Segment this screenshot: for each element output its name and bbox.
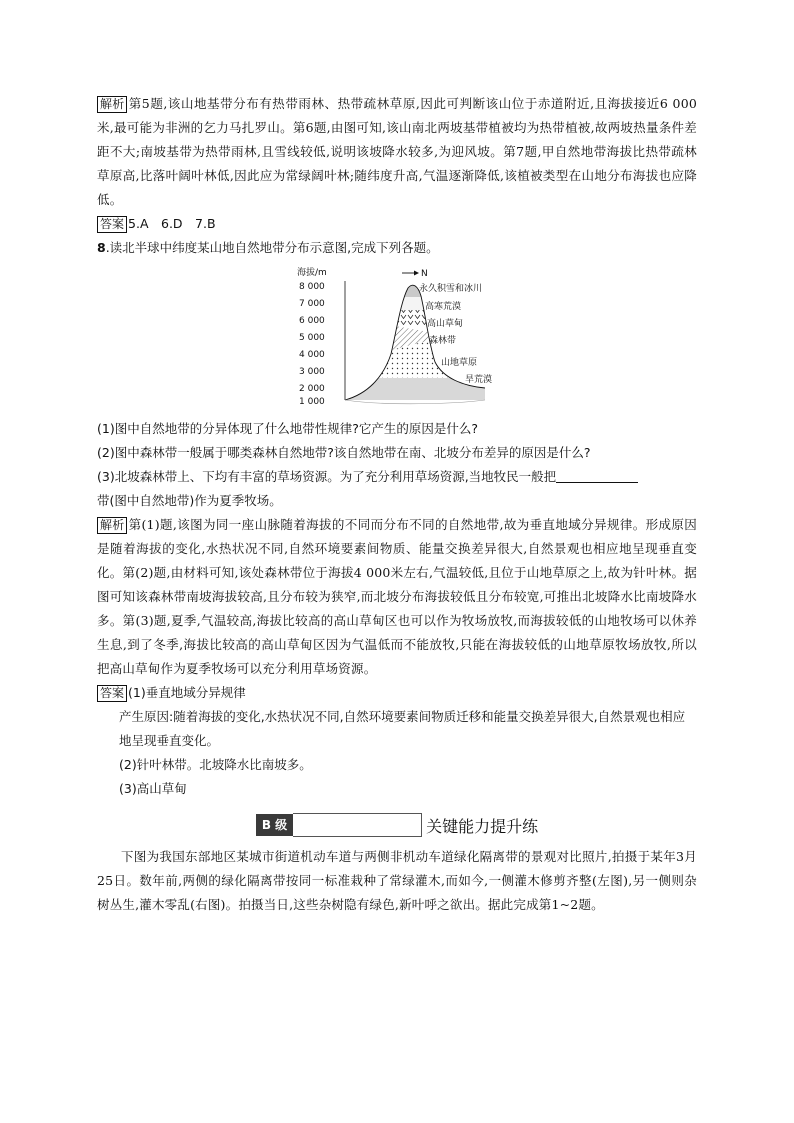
label-alpine-meadow: 高山草甸 — [427, 319, 464, 329]
zone-meadow — [335, 310, 495, 326]
answer-blank[interactable] — [556, 468, 638, 483]
tick-4000: 4 000 — [299, 350, 325, 360]
tick-7000: 7 000 — [299, 299, 325, 309]
question-8-stem — [97, 236, 697, 260]
label-snow-ice: 永久积雪和冰川 — [419, 284, 483, 294]
answer-8-line-2: 产生原因:随着海拔的变化,水热状况不同,自然环境要素间物质迁移和能量交换差异很大,自然景观也相应地呈现垂直变化。 — [119, 709, 686, 748]
label-forest: 森林带 — [429, 336, 457, 346]
intro-paragraph: 下图为我国东部地区某城市街道机动车道与两侧非机动车道绿化隔离带的景观对比照片,拍摄于某年3月25日。数年前,两侧的绿化隔离带按同一标准栽种了常绿灌木,而如今,一侧灌木修剪齐整(左图),另一侧则杂树丛生,灌木零乱(右图)。拍摄当日,这些杂树隐有绿色,新叶呼之欲出。据此完成第1~2题。 — [97, 849, 697, 912]
tick-3000: 3 000 — [299, 367, 325, 377]
answer-5-7 — [97, 212, 697, 236]
tick-2000: 2 000 — [299, 384, 325, 394]
question-8-sub2: (2)图中森林带一般属于哪类森林自然地带?该自然地带在南、北坡分布差异的原因是什么? — [97, 445, 591, 460]
answer-line-1: (1)垂直地域分异规律 — [128, 685, 246, 700]
mountain-shape — [335, 276, 495, 408]
analysis-text: 第(1)题,该图为同一座山脉随着海拔的不同而分布不同的自然地带,故为垂直地域分异规律。形成原因是随着海拔的变化,水热状况不同,自然环境要素间物质、能量交换差异很大,自然景观也相应地呈现垂直变化。第(2)题,由材料可知,该处森林带位于海拔4 000米左右,气温较低,且位于山地草原之上,故为针叶林。据图可知该森林带南坡海拔较高,且分布较为狭窄,而北坡分布海拔较低且分布较宽,可推出北坡降水比南坡降水多。第(3)题,夏季,气温较高,海拔比较高的高山草甸区也可以作为牧场放牧,而海拔较低的山地牧场可以休养生息,到了冬季,海拔比较高的高山草甸区因为气温低而不能放牧,只能在海拔较低的山地草原牧场放牧,所以把高山草甸作为夏季牧场可以充分利用草场资源。 — [97, 517, 697, 676]
level-title: 关键能力提升练 — [426, 816, 539, 836]
label-cold-desert: 高寒荒漠 — [425, 302, 462, 312]
y-axis-title: 海拔/m — [297, 268, 327, 278]
analysis-tag: 解析 — [97, 96, 127, 113]
question-8-sub1: (1)图中自然地带的分异体现了什么地带性规律?它产生的原因是什么? — [97, 421, 478, 436]
answer-text: 5.A 6.D 7.B — [128, 216, 216, 231]
north-label: N — [421, 269, 428, 279]
level-badge: B 级 — [256, 814, 293, 836]
answer-8-line-4: (3)高山草甸 — [119, 781, 187, 796]
zone-cold-desert — [335, 297, 495, 310]
tick-6000: 6 000 — [299, 316, 325, 326]
tick-5000: 5 000 — [299, 333, 325, 343]
label-mountain-steppe: 山地草原 — [441, 358, 478, 368]
answer-tag: 答案 — [97, 216, 127, 233]
tick-8000: 8 000 — [299, 282, 325, 292]
question-8-sub3 — [97, 465, 697, 513]
sub3-part-b: 带(图中自然地带)作为夏季牧场。 — [97, 493, 282, 508]
analysis-text: 第5题,该山地基带分布有热带雨林、热带疏林草原,因此可判断该山位于赤道附近,且海拔接近6 000米,最可能为非洲的乞力马扎罗山。第6题,由图可知,该山南北两坡基带植被均为热带植被,故两坡热量条件差距不大;南坡基带为热带雨林,且雪线较低,说明该坡降水较多,为迎风坡。第7题,甲自然地带海拔比热带疏林草原高,比落叶阔叶林低,因此应为常绿阔叶林;随纬度升高,气温逐渐降低,该植被类型在山地分布海拔也应降低。 — [97, 96, 697, 207]
mountain-zonation-figure — [295, 266, 515, 411]
question-number: 8 — [97, 240, 106, 255]
analysis-tag: 解析 — [97, 517, 127, 534]
mountain-base — [345, 400, 485, 404]
sub3-part-a: (3)北坡森林带上、下均有丰富的草场资源。为了充分利用草场资源,当地牧民一般把 — [97, 469, 557, 484]
label-arid-desert: 旱荒漠 — [465, 375, 493, 385]
page-content — [97, 92, 697, 917]
question-stem: .读北半球中纬度某山地自然地带分布示意图,完成下列各题。 — [105, 240, 439, 255]
north-arrowhead-icon — [414, 271, 419, 276]
section-header — [97, 813, 697, 837]
answer-tag: 答案 — [97, 685, 127, 702]
level-box — [293, 813, 422, 837]
analysis-8 — [97, 513, 697, 681]
tick-1000: 1 000 — [299, 397, 325, 407]
analysis-5-7 — [97, 92, 697, 212]
answer-8 — [97, 681, 697, 705]
answer-8-line-3: (2)针叶林带。北坡降水比南坡多。 — [119, 757, 312, 772]
y-axis-ticks — [299, 282, 325, 407]
mountain-diagram — [295, 266, 515, 411]
